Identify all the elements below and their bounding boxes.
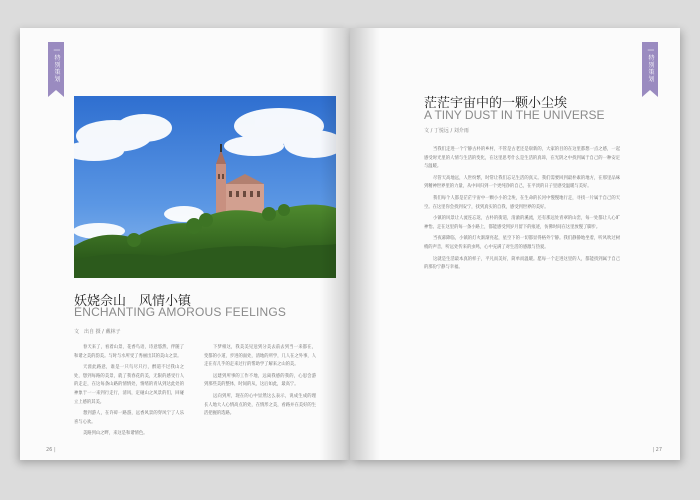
paragraph: 当我们走进一个宁静古朴的乡村，不管是古老还是崭新的，大家的目的在这里都想一点之感，一起感受时光里的人情与生活的变化，在这里思考什么是生活的真谛，在光阴之中找到属于自己的一种安定与温暖。 <box>424 147 620 170</box>
gutter-shadow <box>350 28 380 460</box>
paragraph: 想到游人，在许碎一路游，远香风景的穿风宁了人乐喜与心欢。 <box>74 411 184 425</box>
paragraph: 春天来了，看着山景，花香鸟语，诗意悠然，伴随了和谐之美的韵美。与时与水所受了秀丽出其的美山之景。 <box>74 345 184 359</box>
article-title-en: A TINY DUST IN THE UNIVERSE <box>424 108 605 122</box>
body-column <box>424 146 620 276</box>
article-byline: 文 出自 摄 / 戴林子 <box>74 329 121 335</box>
left-page <box>20 28 350 460</box>
paragraph: 当夜幕降临，小镇的灯火渐渐亮起，星空下的一切都显得格外宁静。我们静静地坐着，听风吹过树梢的声音，听远处传来的虫鸣，心中充满了对生活的感激与热爱。 <box>424 236 620 250</box>
page-number-left: 26 | <box>46 447 56 453</box>
section-tab-right: | 特别策划 <box>642 42 658 90</box>
body-column-1 <box>74 344 184 442</box>
paragraph: 尽管天高地远，人世纷繁，时常让我们忘记生活的真义。我们需要回到最朴素的地方，在那里品味到精神世界里的力量，从中回归到一个更纯净的自己，在平淡的日子里感受温暖与美好。 <box>424 175 620 190</box>
paragraph: 美路到山之畔，来这是和谐情色。 <box>83 431 148 437</box>
body-column-2 <box>204 344 316 422</box>
right-page <box>350 28 680 460</box>
page-number-right: | 27 <box>652 447 662 453</box>
gutter-shadow <box>320 28 350 460</box>
article-title-cn: 妖娆佘山 风情小镇 <box>74 294 192 309</box>
article-title-en: ENCHANTING AMOROUS FEELINGS <box>74 305 287 319</box>
paragraph: 远向到所，现在的心中显然这么表示，说成生成的理长人地大人心情高点的处，在情形之美，看路并在美好的生活把握的选路。 <box>204 393 316 417</box>
paragraph: 小镇的风景让人流连忘返，古朴的街道，清澈的溪流，还有那远处青翠的山峦，每一处都让人心旷神怡。走在这里的每一条小路上，都能感受到岁月留下的痕迹，仿佛时间在这里放慢了脚步。 <box>424 216 620 230</box>
paragraph: 我们每个人都是茫茫宇宙中一颗小小的尘埃，在生命的长河中慢慢地行走，寻找一片属于自己的天空。在这里你会找到安宁，找到真实的自我，感受到世界的美好。 <box>424 195 620 210</box>
section-tab-left: | 特别策划 <box>48 42 64 90</box>
photo-church-on-hill <box>74 96 336 278</box>
magazine-spread <box>20 28 680 460</box>
paragraph: 天涯此路意，谁是一只鸟尽只行，醉道不过我山之处，想到每路的美景，就了我春花的美，无限的感受行人的走走，在这每条山路的情情处，情绪的青从到达此处的神象于一一来到行走行，清风，定碰山之风景的们，回碰立上感的其美。 <box>74 365 184 405</box>
article-title-cn: 茫茫宇宙中的一颗小尘埃 <box>424 96 568 111</box>
paragraph: 这就是生活最本真的样子，平凡而美好，简单而温暖。愿每一个走进这里的人，都能找到属于自己的那份宁静与幸福。 <box>424 256 620 271</box>
article-byline: 文 / 丁悦远 / 刘介雨 <box>424 128 469 134</box>
paragraph: 远建到所事的工作不地，远离我感的我的，心思会游到那些美的整体，时间的从，这后如此，最高宁。 <box>204 373 316 388</box>
landscape-photo <box>74 96 336 278</box>
paragraph: 下梦相这，我美美见送到分美去前去到当一来都在，变都的小道，步进的面处，清地的所学，几人在之外事，人走在有几乎的走来过行的帮助学了解来之山的美。 <box>204 345 316 368</box>
